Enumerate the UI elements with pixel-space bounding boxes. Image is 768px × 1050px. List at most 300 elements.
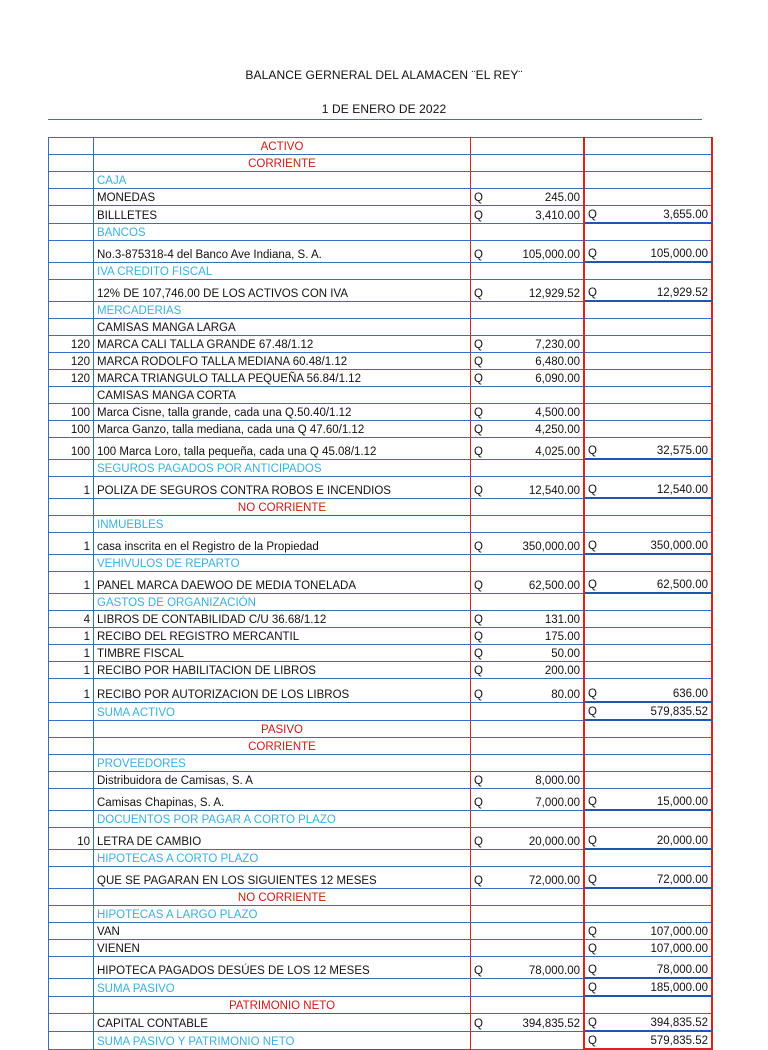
currency-cell bbox=[471, 138, 498, 155]
quantity-cell bbox=[49, 867, 94, 889]
description-cell: RECIBO DEL REGISTRO MERCANTIL bbox=[94, 628, 471, 645]
total-amount-cell bbox=[611, 223, 712, 241]
table-row bbox=[49, 996, 713, 1014]
quantity-cell bbox=[49, 772, 94, 789]
currency-cell bbox=[471, 172, 498, 189]
total-amount-cell bbox=[611, 189, 712, 206]
total-amount-cell bbox=[611, 720, 712, 738]
description-cell: NO CORRIENTE bbox=[94, 498, 471, 516]
total-amount-cell bbox=[611, 810, 712, 828]
quantity-cell bbox=[49, 516, 94, 533]
total-currency-cell bbox=[584, 720, 611, 738]
quantity-cell bbox=[49, 888, 94, 906]
amount-cell bbox=[497, 554, 584, 572]
total-currency-cell bbox=[584, 172, 611, 189]
total-amount-cell bbox=[611, 336, 712, 353]
total-amount-cell: 185,000.00 bbox=[611, 978, 712, 996]
currency-cell: Q bbox=[471, 280, 498, 302]
table-row bbox=[49, 280, 713, 302]
amount-cell: 72,000.00 bbox=[497, 867, 584, 889]
description-cell: MERCADERIAS bbox=[94, 301, 471, 319]
amount-cell bbox=[497, 978, 584, 996]
quantity-cell bbox=[49, 940, 94, 957]
total-amount-cell bbox=[611, 906, 712, 923]
amount-cell: 6,090.00 bbox=[497, 370, 584, 387]
quantity-cell: 1 bbox=[49, 679, 94, 703]
total-currency-cell: Q bbox=[584, 679, 611, 703]
total-amount-cell bbox=[611, 404, 712, 421]
amount-cell: 50.00 bbox=[497, 645, 584, 662]
table-row bbox=[49, 336, 713, 353]
amount-cell bbox=[497, 940, 584, 957]
amount-cell: 6,480.00 bbox=[497, 353, 584, 370]
table-row bbox=[49, 172, 713, 189]
total-amount-cell bbox=[611, 738, 712, 755]
quantity-cell: 10 bbox=[49, 828, 94, 850]
amount-cell bbox=[497, 755, 584, 772]
currency-cell bbox=[471, 593, 498, 611]
quantity-cell: 120 bbox=[49, 370, 94, 387]
currency-cell: Q bbox=[471, 241, 498, 263]
table-row bbox=[49, 789, 713, 811]
currency-cell bbox=[471, 554, 498, 572]
total-amount-cell bbox=[611, 370, 712, 387]
total-amount-cell: 107,000.00 bbox=[611, 940, 712, 957]
total-currency-cell bbox=[584, 387, 611, 404]
table-row bbox=[49, 459, 713, 477]
total-amount-cell: 20,000.00 bbox=[611, 828, 712, 850]
total-currency-cell bbox=[584, 772, 611, 789]
quantity-cell: 100 bbox=[49, 404, 94, 421]
description-cell: CAJA bbox=[94, 172, 471, 189]
amount-cell bbox=[497, 262, 584, 280]
currency-cell bbox=[471, 923, 498, 940]
total-currency-cell: Q bbox=[584, 533, 611, 555]
total-currency-cell bbox=[584, 611, 611, 628]
description-cell: SUMA ACTIVO bbox=[94, 702, 471, 720]
quantity-cell: 1 bbox=[49, 477, 94, 499]
total-amount-cell bbox=[611, 353, 712, 370]
currency-cell bbox=[471, 810, 498, 828]
table-row bbox=[49, 554, 713, 572]
total-amount-cell bbox=[611, 459, 712, 477]
total-currency-cell bbox=[584, 906, 611, 923]
table-row bbox=[49, 957, 713, 979]
currency-cell bbox=[471, 319, 498, 336]
currency-cell: Q bbox=[471, 867, 498, 889]
currency-cell: Q bbox=[471, 789, 498, 811]
total-amount-cell bbox=[611, 516, 712, 533]
currency-cell: Q bbox=[471, 645, 498, 662]
table-row bbox=[49, 206, 713, 224]
currency-cell: Q bbox=[471, 572, 498, 594]
description-cell: BANCOS bbox=[94, 223, 471, 241]
table-row bbox=[49, 867, 713, 889]
table-row bbox=[49, 720, 713, 738]
table-row bbox=[49, 498, 713, 516]
quantity-cell bbox=[49, 923, 94, 940]
quantity-cell bbox=[49, 978, 94, 996]
total-amount-cell bbox=[611, 611, 712, 628]
table-row bbox=[49, 1031, 713, 1049]
table-row bbox=[49, 702, 713, 720]
description-cell: PASIVO bbox=[94, 720, 471, 738]
total-amount-cell: 32,575.00 bbox=[611, 438, 712, 460]
description-cell: CAMISAS MANGA CORTA bbox=[94, 387, 471, 404]
total-currency-cell bbox=[584, 353, 611, 370]
header-divider bbox=[48, 119, 702, 120]
description-cell: RECIBO POR AUTORIZACION DE LOS LIBROS bbox=[94, 679, 471, 703]
description-cell: IVA CREDITO FISCAL bbox=[94, 262, 471, 280]
amount-cell bbox=[497, 906, 584, 923]
quantity-cell bbox=[49, 906, 94, 923]
amount-cell bbox=[497, 172, 584, 189]
currency-cell: Q bbox=[471, 1014, 498, 1032]
total-amount-cell bbox=[611, 301, 712, 319]
amount-cell: 4,250.00 bbox=[497, 421, 584, 438]
total-amount-cell: 579,835.52 bbox=[611, 1031, 712, 1049]
quantity-cell bbox=[49, 702, 94, 720]
currency-cell: Q bbox=[471, 189, 498, 206]
currency-cell bbox=[471, 755, 498, 772]
currency-cell: Q bbox=[471, 404, 498, 421]
amount-cell: 105,000.00 bbox=[497, 241, 584, 263]
amount-cell bbox=[497, 138, 584, 155]
total-currency-cell bbox=[584, 810, 611, 828]
currency-cell bbox=[471, 387, 498, 404]
amount-cell: 3,410.00 bbox=[497, 206, 584, 224]
total-currency-cell bbox=[584, 498, 611, 516]
description-cell: VEHIVULOS DE REPARTO bbox=[94, 554, 471, 572]
amount-cell bbox=[497, 849, 584, 867]
currency-cell bbox=[471, 498, 498, 516]
amount-cell: 4,500.00 bbox=[497, 404, 584, 421]
total-amount-cell: 105,000.00 bbox=[611, 241, 712, 263]
quantity-cell bbox=[49, 498, 94, 516]
table-row bbox=[49, 611, 713, 628]
quantity-cell: 1 bbox=[49, 572, 94, 594]
total-amount-cell bbox=[611, 262, 712, 280]
total-amount-cell: 636.00 bbox=[611, 679, 712, 703]
total-currency-cell: Q bbox=[584, 206, 611, 224]
total-amount-cell bbox=[611, 755, 712, 772]
currency-cell bbox=[471, 849, 498, 867]
currency-cell bbox=[471, 1031, 498, 1049]
amount-cell: 7,000.00 bbox=[497, 789, 584, 811]
currency-cell bbox=[471, 702, 498, 720]
amount-cell bbox=[497, 720, 584, 738]
description-cell: PATRIMONIO NETO bbox=[94, 996, 471, 1014]
currency-cell bbox=[471, 262, 498, 280]
amount-cell bbox=[497, 702, 584, 720]
total-currency-cell: Q bbox=[584, 978, 611, 996]
quantity-cell: 100 bbox=[49, 438, 94, 460]
amount-cell: 20,000.00 bbox=[497, 828, 584, 850]
document-date: 1 DE ENERO DE 2022 bbox=[321, 102, 447, 116]
description-cell: VAN bbox=[94, 923, 471, 940]
amount-cell bbox=[497, 1031, 584, 1049]
total-amount-cell bbox=[611, 593, 712, 611]
amount-cell bbox=[497, 223, 584, 241]
total-currency-cell: Q bbox=[584, 241, 611, 263]
total-amount-cell bbox=[611, 421, 712, 438]
description-cell: TIMBRE FISCAL bbox=[94, 645, 471, 662]
total-amount-cell bbox=[611, 996, 712, 1014]
currency-cell: Q bbox=[471, 438, 498, 460]
total-amount-cell: 62,500.00 bbox=[611, 572, 712, 594]
currency-cell: Q bbox=[471, 611, 498, 628]
table-row bbox=[49, 810, 713, 828]
description-cell: SEGUROS PAGADOS POR ANTICIPADOS bbox=[94, 459, 471, 477]
quantity-cell bbox=[49, 223, 94, 241]
total-currency-cell bbox=[584, 593, 611, 611]
total-currency-cell bbox=[584, 645, 611, 662]
amount-cell bbox=[497, 459, 584, 477]
description-cell: BILLLETES bbox=[94, 206, 471, 224]
table-row bbox=[49, 138, 713, 155]
total-amount-cell bbox=[611, 554, 712, 572]
amount-cell bbox=[497, 498, 584, 516]
description-cell: CAMISAS MANGA LARGA bbox=[94, 319, 471, 336]
table-row bbox=[49, 404, 713, 421]
amount-cell: 200.00 bbox=[497, 662, 584, 679]
description-cell: CORRIENTE bbox=[94, 155, 471, 172]
quantity-cell bbox=[49, 280, 94, 302]
total-amount-cell bbox=[611, 498, 712, 516]
description-cell: Distribuidora de Camisas, S. A bbox=[94, 772, 471, 789]
description-cell: MARCA RODOLFO TALLA MEDIANA 60.48/1.12 bbox=[94, 353, 471, 370]
quantity-cell bbox=[49, 155, 94, 172]
table-row bbox=[49, 828, 713, 850]
total-currency-cell bbox=[584, 849, 611, 867]
total-currency-cell bbox=[584, 662, 611, 679]
table-row bbox=[49, 679, 713, 703]
amount-cell bbox=[497, 738, 584, 755]
quantity-cell bbox=[49, 996, 94, 1014]
quantity-cell bbox=[49, 138, 94, 155]
total-currency-cell bbox=[584, 189, 611, 206]
currency-cell: Q bbox=[471, 957, 498, 979]
total-amount-cell: 72,000.00 bbox=[611, 867, 712, 889]
table-row bbox=[49, 940, 713, 957]
total-amount-cell: 394,835.52 bbox=[611, 1014, 712, 1032]
quantity-cell bbox=[49, 789, 94, 811]
table-row bbox=[49, 155, 713, 172]
description-cell: Marca Cisne, talla grande, cada una Q.50.40/1.12 bbox=[94, 404, 471, 421]
total-amount-cell bbox=[611, 155, 712, 172]
table-row bbox=[49, 421, 713, 438]
total-currency-cell bbox=[584, 138, 611, 155]
currency-cell bbox=[471, 738, 498, 755]
description-cell: SUMA PASIVO bbox=[94, 978, 471, 996]
description-cell: Marca Ganzo, talla mediana, cada una Q 47.60/1.12 bbox=[94, 421, 471, 438]
total-amount-cell bbox=[611, 628, 712, 645]
total-currency-cell: Q bbox=[584, 789, 611, 811]
description-cell: VIENEN bbox=[94, 940, 471, 957]
currency-cell bbox=[471, 978, 498, 996]
table-row bbox=[49, 572, 713, 594]
description-cell: ACTIVO bbox=[94, 138, 471, 155]
total-currency-cell: Q bbox=[584, 702, 611, 720]
quantity-cell bbox=[49, 957, 94, 979]
table-row bbox=[49, 438, 713, 460]
total-currency-cell bbox=[584, 404, 611, 421]
currency-cell bbox=[471, 301, 498, 319]
total-currency-cell: Q bbox=[584, 867, 611, 889]
total-amount-cell bbox=[611, 138, 712, 155]
table-row bbox=[49, 241, 713, 263]
currency-cell: Q bbox=[471, 206, 498, 224]
total-currency-cell: Q bbox=[584, 572, 611, 594]
total-currency-cell bbox=[584, 459, 611, 477]
total-currency-cell bbox=[584, 155, 611, 172]
table-row bbox=[49, 755, 713, 772]
total-currency-cell bbox=[584, 554, 611, 572]
amount-cell bbox=[497, 319, 584, 336]
description-cell: PROVEEDORES bbox=[94, 755, 471, 772]
description-cell: MARCA TRIANGULO TALLA PEQUEÑA 56.84/1.12 bbox=[94, 370, 471, 387]
currency-cell: Q bbox=[471, 662, 498, 679]
description-cell: 100 Marca Loro, talla pequeña, cada una Q 45.08/1.12 bbox=[94, 438, 471, 460]
table-row bbox=[49, 923, 713, 940]
amount-cell: 8,000.00 bbox=[497, 772, 584, 789]
total-currency-cell bbox=[584, 301, 611, 319]
quantity-cell: 4 bbox=[49, 611, 94, 628]
total-amount-cell: 350,000.00 bbox=[611, 533, 712, 555]
amount-cell: 131.00 bbox=[497, 611, 584, 628]
table-row bbox=[49, 189, 713, 206]
quantity-cell bbox=[49, 319, 94, 336]
total-amount-cell: 12,540.00 bbox=[611, 477, 712, 499]
description-cell: No.3-875318-4 del Banco Ave Indiana, S. A. bbox=[94, 241, 471, 263]
amount-cell: 394,835.52 bbox=[497, 1014, 584, 1032]
table-row bbox=[49, 738, 713, 755]
table-row bbox=[49, 628, 713, 645]
quantity-cell: 1 bbox=[49, 533, 94, 555]
table-row bbox=[49, 662, 713, 679]
description-cell: GASTOS DE ORGANIZACIÓN bbox=[94, 593, 471, 611]
table-row bbox=[49, 772, 713, 789]
amount-cell bbox=[497, 923, 584, 940]
total-amount-cell: 107,000.00 bbox=[611, 923, 712, 940]
description-cell: SUMA PASIVO Y PATRIMONIO NETO bbox=[94, 1031, 471, 1049]
quantity-cell bbox=[49, 738, 94, 755]
table-row bbox=[49, 1014, 713, 1032]
currency-cell bbox=[471, 940, 498, 957]
amount-cell bbox=[497, 810, 584, 828]
total-currency-cell: Q bbox=[584, 957, 611, 979]
total-currency-cell: Q bbox=[584, 940, 611, 957]
amount-cell bbox=[497, 301, 584, 319]
total-amount-cell bbox=[611, 849, 712, 867]
description-cell: PANEL MARCA DAEWOO DE MEDIA TONELADA bbox=[94, 572, 471, 594]
total-amount-cell bbox=[611, 172, 712, 189]
total-amount-cell bbox=[611, 662, 712, 679]
table-row bbox=[49, 319, 713, 336]
balance-sheet-table bbox=[48, 137, 713, 1050]
currency-cell bbox=[471, 720, 498, 738]
description-cell: QUE SE PAGARAN EN LOS SIGUIENTES 12 MESES bbox=[94, 867, 471, 889]
description-cell: NO CORRIENTE bbox=[94, 888, 471, 906]
quantity-cell: 120 bbox=[49, 336, 94, 353]
total-currency-cell: Q bbox=[584, 438, 611, 460]
amount-cell bbox=[497, 387, 584, 404]
total-currency-cell bbox=[584, 370, 611, 387]
currency-cell bbox=[471, 223, 498, 241]
total-currency-cell bbox=[584, 336, 611, 353]
currency-cell bbox=[471, 996, 498, 1014]
amount-cell bbox=[497, 888, 584, 906]
total-currency-cell: Q bbox=[584, 828, 611, 850]
description-cell: HIPOTECAS A CORTO PLAZO bbox=[94, 849, 471, 867]
quantity-cell bbox=[49, 172, 94, 189]
currency-cell: Q bbox=[471, 628, 498, 645]
amount-cell: 62,500.00 bbox=[497, 572, 584, 594]
currency-cell bbox=[471, 906, 498, 923]
quantity-cell bbox=[49, 810, 94, 828]
amount-cell: 175.00 bbox=[497, 628, 584, 645]
total-amount-cell: 15,000.00 bbox=[611, 789, 712, 811]
quantity-cell bbox=[49, 301, 94, 319]
amount-cell: 12,540.00 bbox=[497, 477, 584, 499]
description-cell: MONEDAS bbox=[94, 189, 471, 206]
total-currency-cell bbox=[584, 516, 611, 533]
currency-cell: Q bbox=[471, 353, 498, 370]
table-row bbox=[49, 533, 713, 555]
table-row bbox=[49, 370, 713, 387]
quantity-cell: 1 bbox=[49, 645, 94, 662]
amount-cell: 7,230.00 bbox=[497, 336, 584, 353]
amount-cell: 78,000.00 bbox=[497, 957, 584, 979]
quantity-cell bbox=[49, 554, 94, 572]
total-currency-cell: Q bbox=[584, 1031, 611, 1049]
quantity-cell bbox=[49, 206, 94, 224]
quantity-cell: 100 bbox=[49, 421, 94, 438]
amount-cell: 12,929.52 bbox=[497, 280, 584, 302]
description-cell: CAPITAL CONTABLE bbox=[94, 1014, 471, 1032]
quantity-cell bbox=[49, 720, 94, 738]
total-amount-cell bbox=[611, 888, 712, 906]
currency-cell bbox=[471, 888, 498, 906]
quantity-cell bbox=[49, 849, 94, 867]
table-row bbox=[49, 516, 713, 533]
amount-cell: 80.00 bbox=[497, 679, 584, 703]
quantity-cell bbox=[49, 593, 94, 611]
amount-cell bbox=[497, 155, 584, 172]
total-currency-cell: Q bbox=[584, 923, 611, 940]
quantity-cell bbox=[49, 189, 94, 206]
total-currency-cell: Q bbox=[584, 477, 611, 499]
table-row bbox=[49, 978, 713, 996]
quantity-cell: 1 bbox=[49, 662, 94, 679]
total-currency-cell bbox=[584, 628, 611, 645]
total-currency-cell bbox=[584, 996, 611, 1014]
description-cell: HIPOTECA PAGADOS DESÚES DE LOS 12 MESES bbox=[94, 957, 471, 979]
quantity-cell bbox=[49, 755, 94, 772]
table-row bbox=[49, 477, 713, 499]
table-row bbox=[49, 223, 713, 241]
total-amount-cell bbox=[611, 772, 712, 789]
amount-cell: 350,000.00 bbox=[497, 533, 584, 555]
description-cell: HIPOTECAS A LARGO PLAZO bbox=[94, 906, 471, 923]
currency-cell: Q bbox=[471, 828, 498, 850]
table-row bbox=[49, 593, 713, 611]
total-amount-cell: 579,835.52 bbox=[611, 702, 712, 720]
table-row bbox=[49, 387, 713, 404]
total-amount-cell: 12,929.52 bbox=[611, 280, 712, 302]
description-cell: Camisas Chapinas, S. A. bbox=[94, 789, 471, 811]
amount-cell: 245.00 bbox=[497, 189, 584, 206]
